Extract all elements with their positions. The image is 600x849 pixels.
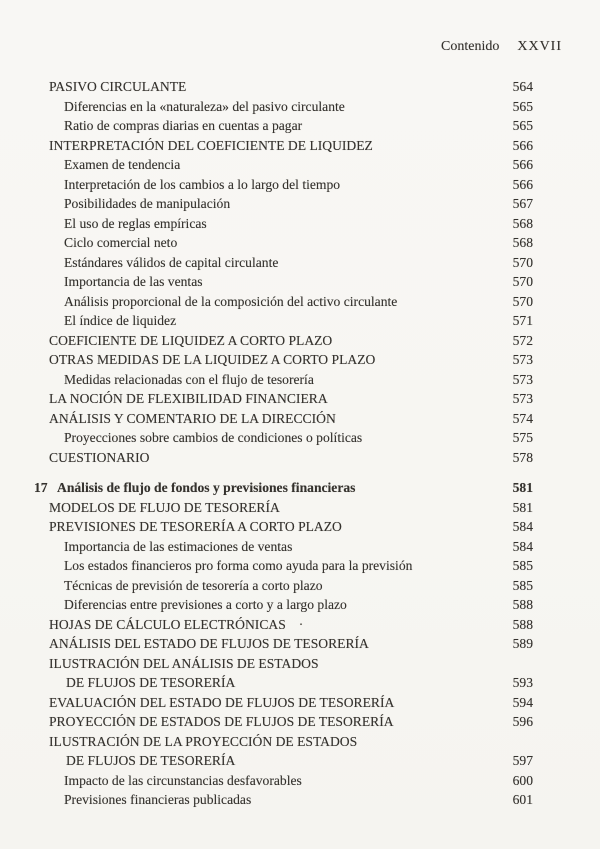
toc-entry (0, 673, 533, 693)
toc-entry-title: LA NOCIÓN DE FLEXIBILIDAD FINANCIERA (49, 391, 328, 406)
toc-entry (0, 615, 533, 635)
toc-entry (0, 517, 533, 537)
toc-entry-page: 588 (512, 597, 533, 612)
toc-entry-page: 572 (512, 332, 533, 348)
toc-entry (0, 595, 533, 615)
toc-entry (0, 331, 533, 351)
toc-entry-title: DE FLUJOS DE TESORERÍA (66, 675, 236, 690)
toc-entry-mark: · (298, 616, 304, 632)
toc-entry-page: 594 (512, 694, 533, 710)
toc-entry-page: 585 (512, 577, 533, 593)
toc-entry-title: MODELOS DE FLUJO DE TESORERÍA (49, 499, 280, 515)
toc-entry (0, 732, 533, 752)
toc-entry-title: Diferencias entre previsiones a corto y a largo plazo (64, 597, 347, 612)
toc-entry (0, 350, 533, 370)
toc-entry-title: El índice de liquidez (64, 313, 177, 328)
toc-entry-page: 585 (512, 558, 533, 573)
toc-entry (0, 712, 533, 732)
toc-entry (0, 771, 533, 791)
toc-entry-title: ANÁLISIS Y COMENTARIO DE LA DIRECCIÓN (49, 410, 336, 426)
toc-entry-title: El uso de reglas empíricas (64, 215, 207, 231)
toc-entry (0, 233, 533, 253)
toc-entry-page: 593 (512, 675, 533, 690)
toc-entry-page: 581 (512, 499, 533, 515)
toc-entry-page: 565 (512, 118, 533, 133)
toc-entry-page: 568 (512, 215, 533, 231)
toc-entry-title: PASIVO CIRCULANTE (49, 79, 187, 94)
toc-entry-title: Previsiones financieras publicadas (64, 792, 252, 807)
toc-entry-page: 570 (512, 274, 533, 289)
toc-entry-title: Ciclo comercial neto (64, 235, 178, 250)
toc-entry-page: 596 (512, 714, 533, 729)
toc-entry-page: 570 (512, 254, 533, 270)
toc-entry (0, 751, 533, 771)
toc-entry-title: Proyecciones sobre cambios de condiciones o políticas (64, 430, 363, 445)
toc-entry-page: 589 (512, 636, 533, 651)
toc-entry-page: 573 (512, 371, 533, 387)
toc-entry-title: INTERPRETACIÓN DEL COEFICIENTE DE LIQUIDEZ (49, 137, 373, 153)
toc-entry-title: Ratio de compras diarias en cuentas a pagar (64, 118, 303, 133)
toc-entry (0, 389, 533, 409)
toc-entry-title: HOJAS DE CÁLCULO ELECTRÓNICAS · (49, 616, 304, 632)
toc-entry-title: ILUSTRACIÓN DEL ANÁLISIS DE ESTADOS (49, 655, 319, 671)
toc-entry (0, 272, 533, 292)
toc-entry-page: 575 (512, 430, 533, 445)
toc-entry-page: 600 (512, 772, 533, 788)
toc-entry-page: 571 (512, 313, 533, 328)
toc-entry (0, 428, 533, 448)
toc-entry-title: Análisis de flujo de fondos y previsiones financieras (57, 480, 356, 495)
toc-entry-title: Análisis proporcional de la composición del activo circulante (64, 293, 398, 309)
toc-entry (0, 175, 533, 195)
toc-entry (0, 634, 533, 654)
toc-entry-title: Importancia de las estimaciones de ventas (64, 538, 293, 554)
toc-entry-title: Diferencias en la «naturaleza» del pasivo circulante (64, 98, 345, 114)
toc-entry (0, 498, 533, 518)
toc-entry (0, 576, 533, 596)
toc-entry-page: 601 (512, 792, 533, 807)
toc-entry (0, 790, 533, 810)
toc-entry (0, 116, 533, 136)
toc-entry-title: Medidas relacionadas con el flujo de tesorería (64, 371, 314, 387)
toc-entry-page: 566 (512, 137, 533, 153)
toc-entry (0, 77, 533, 97)
toc-entry (0, 253, 533, 273)
page-header (441, 39, 562, 55)
toc-entry-title: CUESTIONARIO (49, 449, 150, 465)
toc-entry-title: OTRAS MEDIDAS DE LA LIQUIDEZ A CORTO PLAZO (49, 352, 376, 367)
toc-entry (0, 292, 533, 312)
toc-entry-page: 597 (512, 753, 533, 768)
toc-entry-title: DE FLUJOS DE TESORERÍA (66, 753, 236, 768)
toc-entry-title: Importancia de las ventas (64, 274, 203, 289)
toc-entry-title: Posibilidades de manipulación (64, 196, 231, 211)
toc-entry (0, 448, 533, 468)
toc-entry (0, 537, 533, 557)
toc-entry-title: Interpretación de los cambios a lo largo del tiempo (64, 176, 341, 192)
toc-entry (0, 556, 533, 576)
toc-entry-page: 578 (512, 449, 533, 465)
toc-entry-page: 584 (512, 538, 533, 554)
toc-entry-title: Impacto de las circunstancias desfavorables (64, 772, 302, 788)
toc-entry-title: ANÁLISIS DEL ESTADO DE FLUJOS DE TESORERÍA (49, 636, 369, 651)
toc-entry-page: 564 (512, 79, 533, 94)
toc-entry (0, 155, 533, 175)
toc-entry-page: 568 (512, 235, 533, 250)
toc-entry (0, 97, 533, 117)
toc-entry-title: PROYECCIÓN DE ESTADOS DE FLUJOS DE TESORERÍA (49, 714, 394, 729)
toc-entry-title: EVALUACIÓN DEL ESTADO DE FLUJOS DE TESORERÍA (49, 694, 395, 710)
chapter-number: 17 (34, 480, 48, 495)
toc-entry (0, 693, 533, 713)
toc-entry (0, 194, 533, 214)
toc-entry (0, 370, 533, 390)
toc-entry-page: 570 (512, 293, 533, 309)
toc-entry-title: COEFICIENTE DE LIQUIDEZ A CORTO PLAZO (49, 332, 333, 348)
toc-entry-title: Los estados financieros pro forma como ayuda para la previsión (64, 558, 413, 573)
toc-entry (0, 311, 533, 331)
toc-entry-page: 573 (512, 391, 533, 406)
toc-entry-page: 565 (512, 98, 533, 114)
toc-entry (0, 654, 533, 674)
toc-entry-title: PREVISIONES DE TESORERÍA A CORTO PLAZO (49, 519, 342, 534)
toc-entry-page: 566 (512, 157, 533, 172)
toc-entry (0, 409, 533, 429)
toc-entry-page: 566 (512, 176, 533, 192)
toc-entry-page: 573 (512, 352, 533, 367)
toc-entry-page: 584 (512, 519, 533, 534)
running-title: Contenido (441, 39, 500, 54)
toc-entry-title: Técnicas de previsión de tesorería a corto plazo (64, 577, 323, 593)
toc-entry-title: Estándares válidos de capital circulante (64, 254, 279, 270)
toc-entry-page: 581 (512, 480, 533, 495)
toc-entry-title: Examen de tendencia (64, 157, 181, 172)
toc-entry-page: 574 (512, 410, 533, 426)
toc-entry-title: ILUSTRACIÓN DE LA PROYECCIÓN DE ESTADOS (49, 733, 358, 749)
toc-entry (0, 136, 533, 156)
toc-entry-page: 588 (512, 616, 533, 632)
toc-chapter-entry (0, 478, 533, 498)
toc-list (0, 77, 533, 810)
page-number-roman: XXVII (517, 39, 562, 54)
toc-entry (0, 214, 533, 234)
toc-entry-page: 567 (512, 196, 533, 211)
